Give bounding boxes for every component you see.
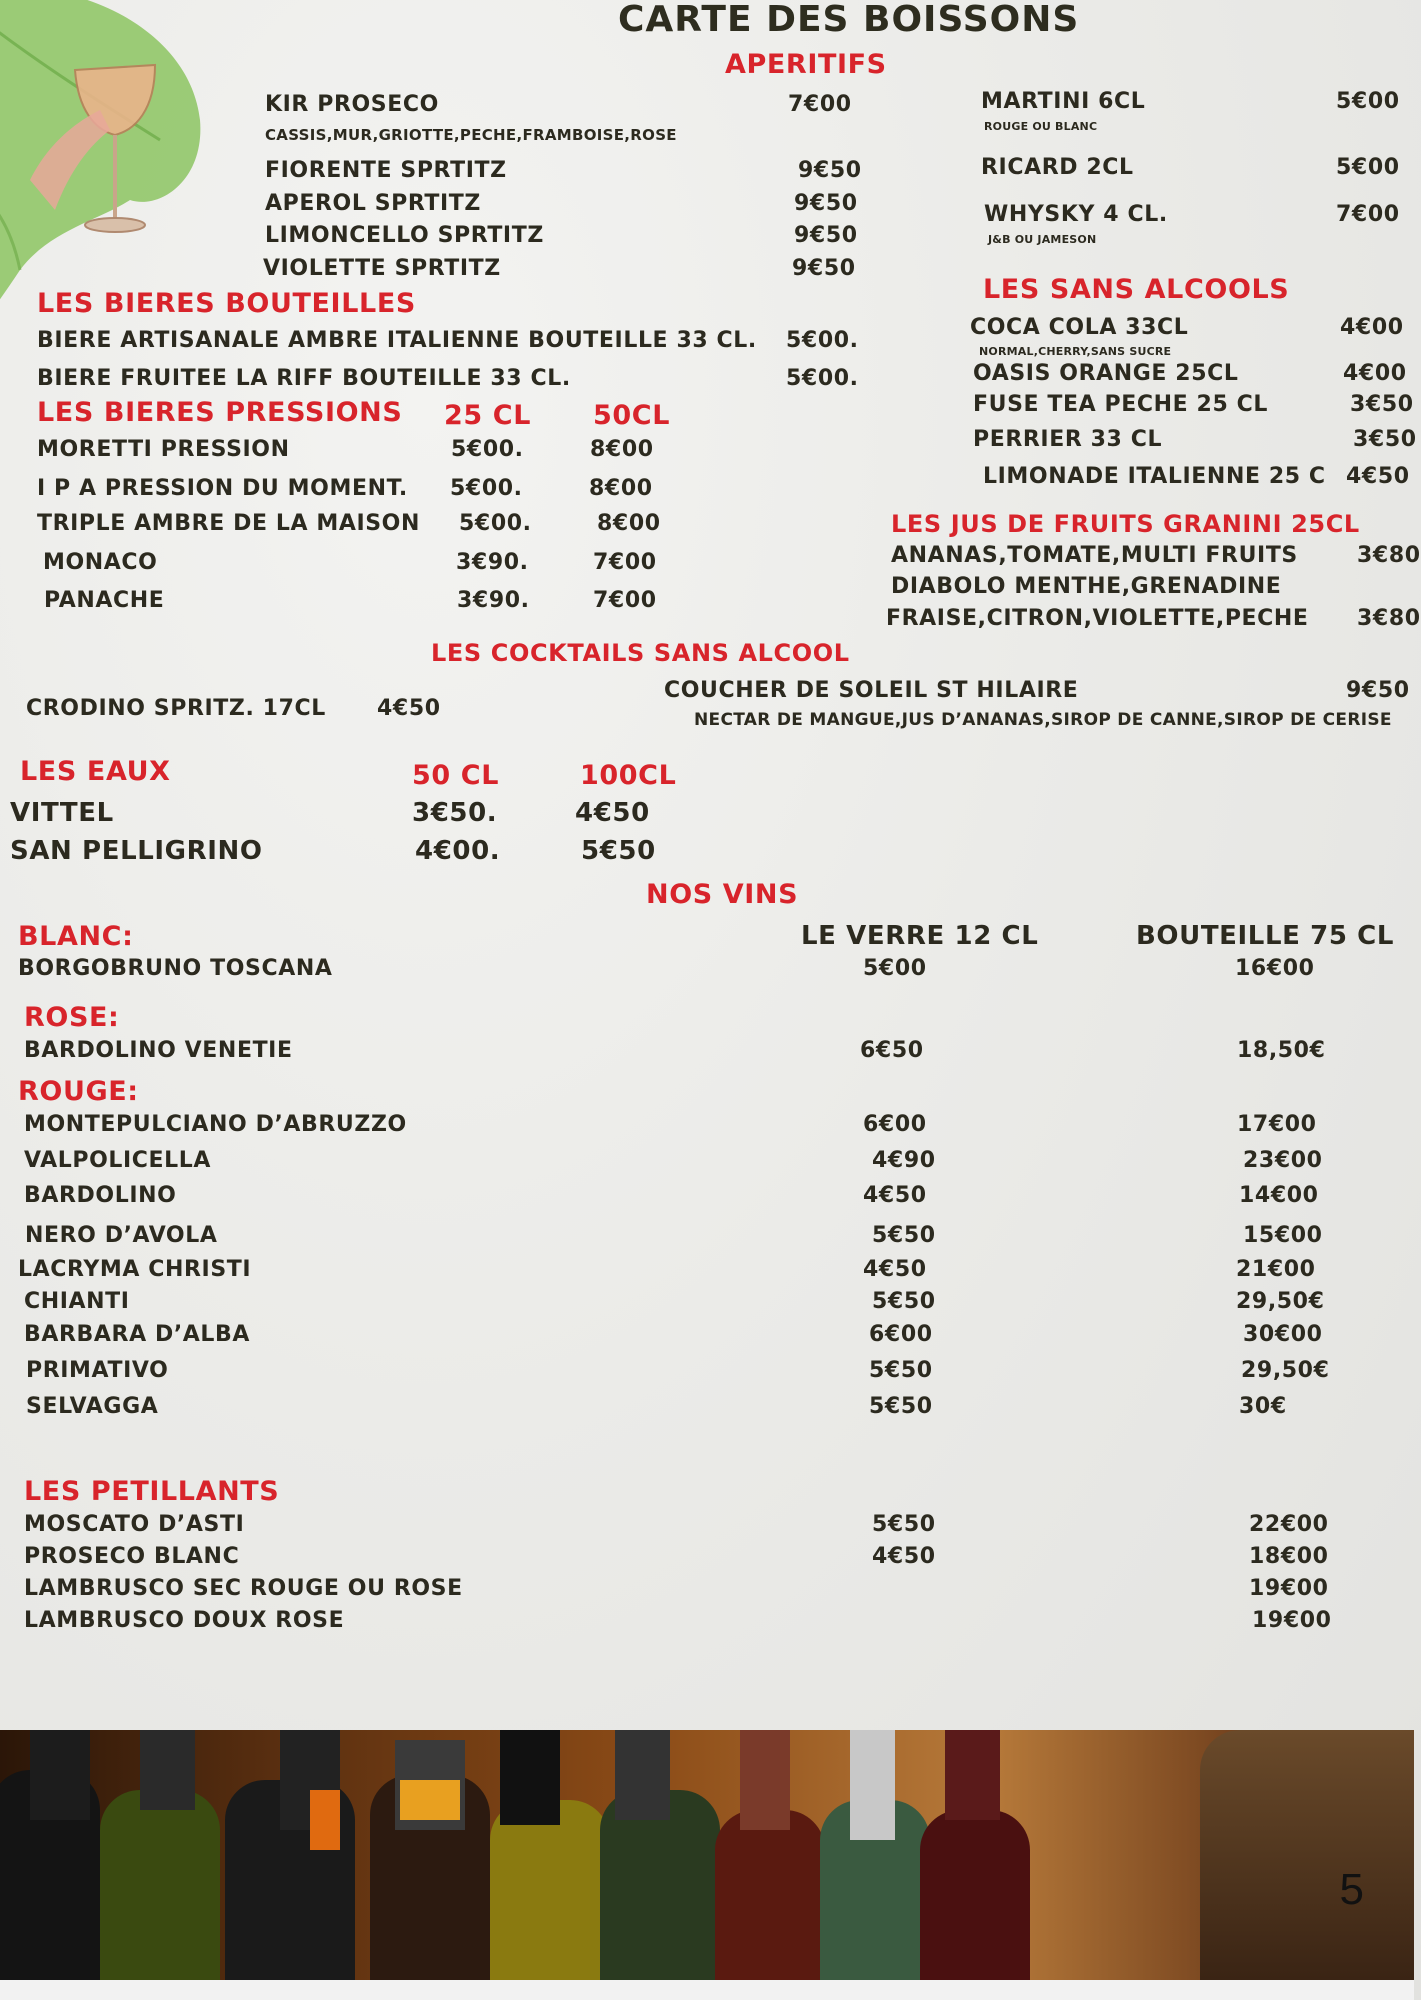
menu-item-price: 8€00: [597, 511, 661, 536]
wine-name: NERO D’AVOLA: [25, 1223, 218, 1248]
wine-price-bottle: 18,50€: [1237, 1038, 1326, 1063]
wine-price-glass: 4€90: [872, 1148, 936, 1173]
aperitifs-heading: APERITIFS: [725, 49, 887, 80]
column-header: LE VERRE 12 CL: [801, 921, 1039, 951]
menu-item-price: 3€50: [1353, 427, 1417, 452]
menu-item-price: 4€50: [377, 696, 441, 721]
menu-item-price: 3€50.: [412, 798, 498, 828]
menu-item-price: 5€00.: [459, 511, 532, 536]
wine-price-glass: 4€50: [872, 1544, 936, 1569]
wine-name: VALPOLICELLA: [24, 1148, 212, 1173]
column-header: 50 CL: [412, 760, 499, 791]
menu-item-price: 3€90.: [456, 550, 529, 575]
wine-price-bottle: 22€00: [1249, 1512, 1329, 1537]
menu-item-price: 3€80: [1357, 606, 1421, 631]
menu-item-price: 9€50: [794, 223, 858, 248]
menu-item-name: PANACHE: [44, 588, 165, 613]
bottle-neck: [140, 1730, 195, 1810]
wine-price-bottle: 29,50€: [1236, 1289, 1325, 1314]
wine-price-glass: 5€50: [869, 1394, 933, 1419]
wine-price-bottle: 30€: [1239, 1394, 1287, 1419]
wine-price-glass: 5€50: [872, 1289, 936, 1314]
menu-item-price: 9€50: [1346, 678, 1410, 703]
blanc-heading: BLANC:: [18, 921, 134, 952]
menu-item-name: DIABOLO MENTHE,GRENADINE: [891, 574, 1282, 599]
wine-name: PRIMATIVO: [26, 1358, 169, 1383]
menu-item-price: 7€00: [1336, 202, 1400, 227]
wine-name: BARBARA D’ALBA: [24, 1322, 251, 1347]
menu-item-name: VITTEL: [10, 798, 114, 828]
menu-item-price: 3€80: [1357, 543, 1421, 568]
menu-item-name: OASIS ORANGE 25CL: [973, 361, 1239, 386]
wine-price-glass: 5€50: [872, 1512, 936, 1537]
menu-item-name: MORETTI PRESSION: [37, 437, 290, 462]
wine-name: LAMBRUSCO DOUX ROSE: [24, 1608, 345, 1633]
wine-price-glass: 6€00: [869, 1322, 933, 1347]
menu-item-name: WHYSKY 4 CL.: [984, 202, 1168, 227]
bottle: [920, 1810, 1030, 1990]
wine-price-bottle: 30€00: [1243, 1322, 1323, 1347]
wine-name: MOSCATO D’ASTI: [24, 1512, 245, 1537]
vins-heading: NOS VINS: [646, 879, 799, 910]
menu-item-price: 7€00: [788, 92, 852, 117]
wine-name: PROSECO BLANC: [24, 1544, 240, 1569]
menu-item-price: 9€50: [798, 158, 862, 183]
wine-price-bottle: 19€00: [1252, 1608, 1332, 1633]
page-bottom-margin: [0, 1980, 1414, 2000]
menu-item-price: 5€00.: [450, 476, 523, 501]
bottle-neck: [30, 1730, 90, 1820]
menu-item-note: CASSIS,MUR,GRIOTTE,PECHE,FRAMBOISE,ROSE: [265, 126, 677, 144]
menu-item-price: 4€00: [1340, 315, 1404, 340]
menu-item-price: 8€00: [589, 476, 653, 501]
page-number: 5: [1339, 1865, 1364, 1914]
menu-item-price: 9€50: [794, 191, 858, 216]
petillants-heading: LES PETILLANTS: [24, 1476, 280, 1507]
menu-item-note: NORMAL,CHERRY,SANS SUCRE: [979, 345, 1172, 358]
wine-name: SELVAGGA: [26, 1394, 159, 1419]
wine-price-bottle: 23€00: [1243, 1148, 1323, 1173]
menu-item-price: 5€00.: [451, 437, 524, 462]
bieres-bouteilles-heading: LES BIERES BOUTEILLES: [37, 288, 416, 319]
menu-item-price: 5€00: [1336, 89, 1400, 114]
menu-item-name: MARTINI 6CL: [981, 89, 1146, 114]
menu-item-name: RICARD 2CL: [981, 155, 1134, 180]
menu-item-name: ANANAS,TOMATE,MULTI FRUITS: [891, 543, 1298, 568]
wine-price-glass: 6€00: [863, 1112, 927, 1137]
wine-name: LACRYMA CHRISTI: [18, 1257, 252, 1282]
menu-item-price: 5€00: [1336, 155, 1400, 180]
wine-price-bottle: 16€00: [1235, 956, 1315, 981]
menu-item-price: 8€00: [590, 437, 654, 462]
menu-item-name: BIERE FRUITEE LA RIFF BOUTEILLE 33 CL.: [37, 366, 571, 391]
menu-item-name: SAN PELLIGRINO: [10, 836, 263, 866]
wine-price-glass: 6€50: [860, 1038, 924, 1063]
menu-item-price: 7€00: [593, 588, 657, 613]
wine-price-bottle: 18€00: [1249, 1544, 1329, 1569]
menu-item-name: LIMONCELLO SPRTITZ: [265, 223, 544, 248]
menu-item-name: FUSE TEA PECHE 25 CL: [973, 392, 1268, 417]
bottle: [100, 1790, 220, 1990]
wine-name: MONTEPULCIANO D’ABRUZZO: [24, 1112, 407, 1137]
wine-price-bottle: 17€00: [1237, 1112, 1317, 1137]
bottle-neck: [740, 1730, 790, 1830]
eaux-heading: LES EAUX: [20, 756, 171, 787]
menu-item-name: KIR PROSECO: [265, 92, 439, 117]
menu-item-price: 5€50: [581, 836, 656, 866]
bieres-pressions-heading: LES BIERES PRESSIONS: [37, 397, 403, 428]
column-header: 50CL: [593, 400, 670, 431]
menu-item-note: J&B OU JAMESON: [988, 233, 1097, 246]
menu-item-price: 4€00: [1343, 361, 1407, 386]
wine-name: CHIANTI: [24, 1289, 130, 1314]
wine-price-glass: 4€50: [863, 1257, 927, 1282]
menu-item-name: CRODINO SPRITZ. 17CL: [26, 696, 326, 721]
menu-item-price: 7€00: [593, 550, 657, 575]
wine-price-bottle: 19€00: [1249, 1576, 1329, 1601]
rose-heading: ROSE:: [24, 1002, 120, 1033]
menu-item-name: BIERE ARTISANALE AMBRE ITALIENNE BOUTEILLE 33 CL.: [37, 328, 757, 353]
bottle: [490, 1800, 610, 1990]
page-title: CARTE DES BOISSONS: [618, 0, 1080, 40]
menu-item-price: 5€00.: [786, 328, 859, 353]
wine-price-bottle: 29,50€: [1241, 1358, 1330, 1383]
column-header: BOUTEILLE 75 CL: [1136, 921, 1395, 951]
bottle-label: [400, 1780, 460, 1820]
menu-item-note: NECTAR DE MANGUE,JUS D’ANANAS,SIROP DE CANNE,SIROP DE CERISE: [694, 710, 1392, 730]
wine-name: BARDOLINO: [24, 1183, 177, 1208]
wine-price-bottle: 15€00: [1243, 1223, 1323, 1248]
column-header: 25 CL: [444, 400, 531, 431]
rouge-heading: ROUGE:: [18, 1076, 139, 1107]
menu-item-price: 4€50: [1346, 464, 1410, 489]
wine-price-bottle: 14€00: [1239, 1183, 1319, 1208]
wine-price-glass: 5€00: [863, 956, 927, 981]
bottle: [715, 1810, 825, 1990]
menu-item-name: VIOLETTE SPRTITZ: [263, 256, 501, 281]
menu-item-name: FIORENTE SPRTITZ: [265, 158, 507, 183]
menu-item-price: 3€50: [1350, 392, 1414, 417]
bottle-neck: [945, 1730, 1000, 1820]
menu-item-name: COUCHER DE SOLEIL ST HILAIRE: [664, 678, 1079, 703]
menu-item-name: APEROL SPRTITZ: [265, 191, 481, 216]
bottle-neck: [615, 1730, 670, 1820]
wine-price-bottle: 21€00: [1236, 1257, 1316, 1282]
bottle-neck: [850, 1730, 895, 1840]
menu-item-name: PERRIER 33 CL: [973, 427, 1163, 452]
cocktails-heading: LES COCKTAILS SANS ALCOOL: [431, 639, 850, 667]
wine-price-glass: 5€50: [872, 1223, 936, 1248]
menu-item-name: TRIPLE AMBRE DE LA MAISON: [37, 511, 420, 536]
menu-item-price: 4€50: [575, 798, 650, 828]
menu-item-name: LIMONADE ITALIENNE 25 C: [983, 464, 1326, 489]
wine-price-glass: 4€50: [863, 1183, 927, 1208]
menu-item-note: ROUGE OU BLANC: [984, 120, 1098, 133]
bottle-label: [310, 1790, 340, 1850]
column-header: 100CL: [580, 760, 677, 791]
bottle: [600, 1790, 720, 1990]
menu-item-name: FRAISE,CITRON,VIOLETTE,PECHE: [886, 606, 1309, 631]
menu-item-price: 3€90.: [457, 588, 530, 613]
wine-name: LAMBRUSCO SEC ROUGE OU ROSE: [24, 1576, 463, 1601]
sans-alcools-heading: LES SANS ALCOOLS: [983, 274, 1290, 305]
jus-heading: LES JUS DE FRUITS GRANINI 25CL: [891, 510, 1360, 538]
wine-bottles-photo: [0, 1730, 1414, 1980]
wine-price-glass: 5€50: [869, 1358, 933, 1383]
wine-name: BORGOBRUNO TOSCANA: [18, 956, 333, 981]
menu-item-name: COCA COLA 33CL: [970, 315, 1189, 340]
wooden-barrel: [1200, 1730, 1414, 1980]
wine-name: BARDOLINO VENETIE: [24, 1038, 293, 1063]
bottle-neck: [500, 1730, 560, 1825]
menu-item-price: 4€00.: [415, 836, 501, 866]
menu-item-price: 9€50: [792, 256, 856, 281]
menu-item-name: I P A PRESSION DU MOMENT.: [37, 476, 408, 501]
menu-item-name: MONACO: [43, 550, 158, 575]
menu-item-price: 5€00.: [786, 366, 859, 391]
